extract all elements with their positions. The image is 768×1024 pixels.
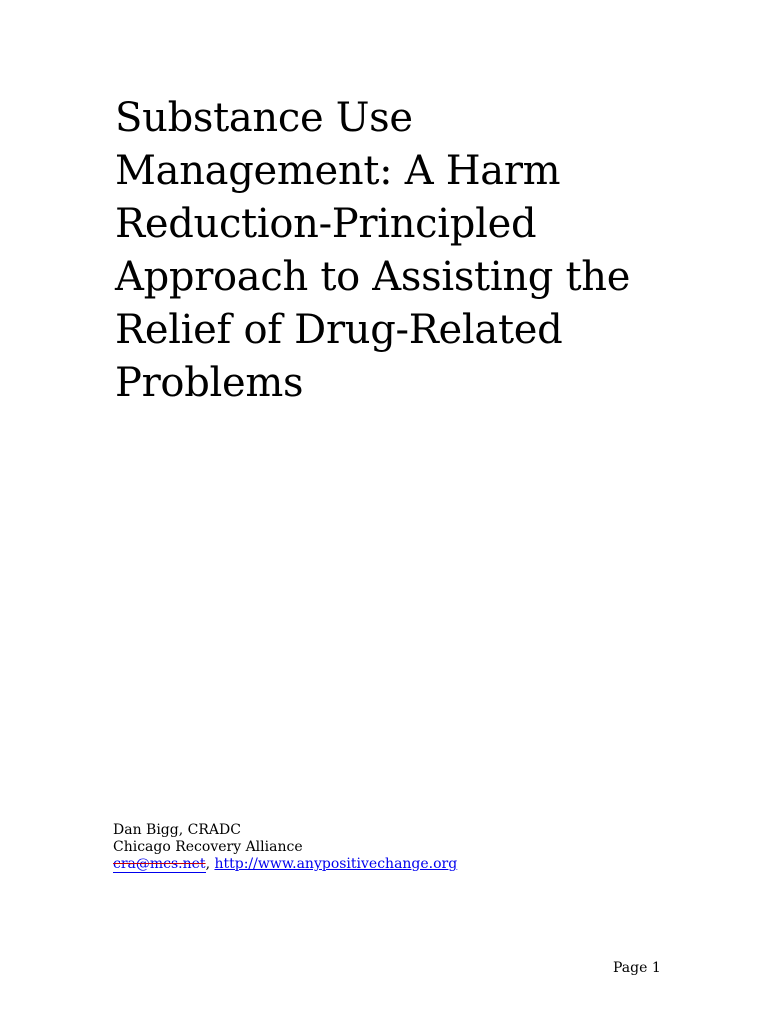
title-line: Problems bbox=[115, 360, 304, 406]
title-line: Relief of Drug-Related bbox=[115, 307, 563, 353]
title-line: Substance Use bbox=[115, 95, 413, 141]
title-line: Management: A Harm bbox=[115, 148, 561, 194]
author-name: Dan Bigg, CRADC bbox=[113, 822, 241, 838]
page-number: Page 1 bbox=[613, 960, 661, 976]
website-link[interactable]: http://www.anypositivechange.org bbox=[214, 856, 458, 872]
document-title bbox=[115, 92, 695, 410]
author-contact-line bbox=[113, 856, 457, 873]
title-line: Reduction-Principled bbox=[115, 201, 537, 247]
title-line: Approach to Assisting the bbox=[115, 254, 631, 300]
contact-separator: , bbox=[205, 856, 215, 872]
author-organization: Chicago Recovery Alliance bbox=[113, 839, 303, 855]
email-link[interactable]: cra@mcs.net bbox=[113, 856, 206, 872]
author-block bbox=[113, 822, 457, 873]
